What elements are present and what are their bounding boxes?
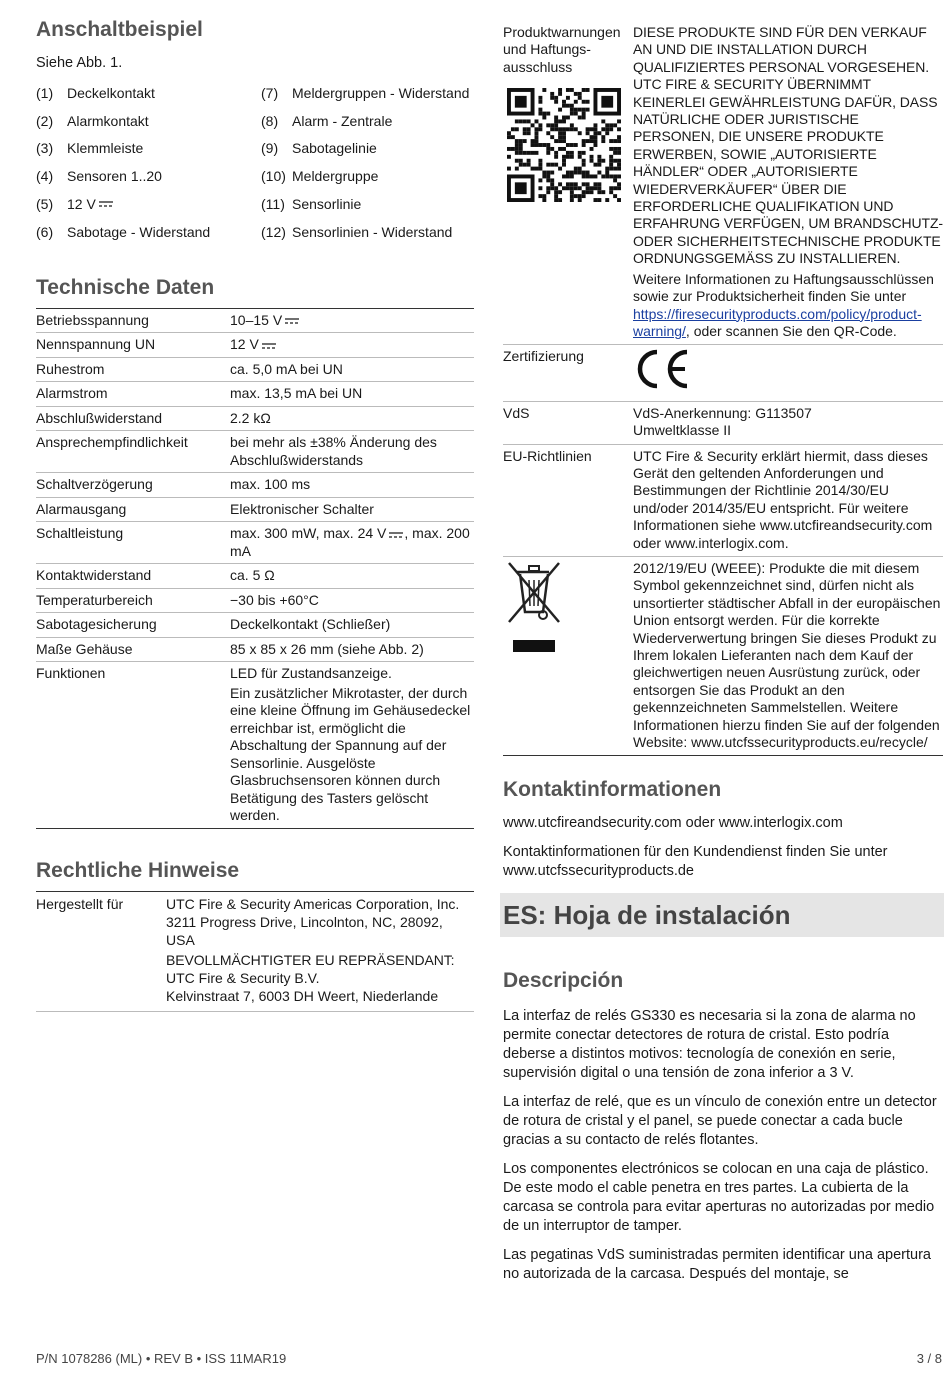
vds-label: VdS	[503, 404, 530, 421]
dc-symbol-icon	[98, 200, 114, 208]
cert-label: Zertifizierung	[503, 348, 584, 365]
es-paragraph: La interfaz de relés GS330 es necesaria si la zona de alarma no permite conectar detectores de rotura de cristal. Esto podría deberse a distintos motivos: tecnología de conexión en serie, supervisión digital o una tensión de zona inferior a 3 V.	[503, 1008, 916, 1082]
tech-row	[36, 333, 474, 358]
connection-item	[261, 218, 474, 246]
tech-row	[36, 431, 474, 473]
eu-text: UTC Fire & Security erklärt hiermit, dass dieses Gerät den geltenden Anforderungen und Bestimmungen der Richtlinie 2014/30/EU und/oder 2014/35/EU entspricht. Für weitere Informationen siehe www.utcfireandsecurity.com oder www.interlogix.com.	[633, 447, 933, 551]
es-paragraph: La interfaz de relé, que es un vínculo de conexión entre un detector de rotura de cristal y el panel, se puede conectar a cada bucle gracias a su contacto de relés flotantes.	[503, 1094, 937, 1149]
manufacturer-line2: 3211 Progress Drive, Lincolnton, NC, 28092, USA	[166, 913, 443, 948]
es-paragraph: Los componentes electrónicos se colocan en una caja de plástico. De este modo el cable penetra en tres partes. La cubierta de la carcasa se controla para evitar aperturas no autorizadas por medio de un interruptor de tamper.	[503, 1161, 935, 1235]
tech-value	[230, 592, 474, 610]
tech-value	[230, 665, 474, 825]
vds-line1: VdS-Anerkennung: G113507	[633, 404, 812, 421]
tech-value-line: 85 x 85 x 26 mm (siehe Abb. 2)	[230, 640, 424, 657]
ce-mark-icon	[633, 348, 693, 390]
connection-item	[261, 162, 474, 190]
tech-row	[36, 358, 474, 383]
warnings-label: Produktwarnungen und Haftungs-ausschluss	[503, 24, 621, 75]
tech-row	[36, 473, 474, 498]
weee-symbol-cell	[503, 560, 633, 751]
tech-row	[36, 498, 474, 523]
tech-heading: Technische Daten	[36, 275, 215, 299]
tech-value	[230, 385, 474, 403]
es-paragraphs	[503, 1007, 943, 1284]
tech-value-line: ca. 5,0 mA bei UN	[230, 360, 343, 377]
tech-row	[36, 613, 474, 638]
tech-row	[36, 564, 474, 589]
contact-heading: Kontaktinformationen	[503, 778, 722, 802]
tech-value-line: max. 300 mW, max. 24 V , max. 200 mA	[230, 525, 470, 559]
tech-value-line: bei mehr als ±38% Änderung des Abschlußwiderstands	[230, 434, 437, 468]
eu-row	[503, 445, 943, 557]
es-banner-title: ES: Hoja de instalación	[503, 899, 791, 930]
legal-value	[166, 895, 474, 1005]
warnings-row	[503, 18, 943, 345]
dc-symbol-icon	[284, 317, 300, 325]
tech-row	[36, 662, 474, 829]
connection-number: (6)	[36, 223, 54, 240]
tech-value	[230, 476, 474, 494]
tech-value-line: LED für Zustandsanzeige.	[230, 665, 392, 682]
info-table	[503, 18, 943, 756]
connection-item	[261, 135, 474, 163]
tech-key: Ruhestrom	[36, 360, 105, 377]
tech-value-line: max. 13,5 mA bei UN	[230, 385, 363, 402]
footer-part-number: P/N 1078286 (ML) • REV B • ISS 11MAR19	[36, 1351, 287, 1366]
tech-key: Ansprechempfindlichkeit	[36, 434, 188, 451]
tech-row	[36, 407, 474, 432]
left-column	[36, 18, 474, 1012]
connection-item	[36, 190, 261, 218]
vds-row	[503, 402, 943, 445]
tech-value	[230, 501, 474, 519]
tech-row	[36, 382, 474, 407]
tech-row	[36, 589, 474, 614]
connection-item	[36, 218, 261, 246]
tech-key: Schaltleistung	[36, 525, 124, 542]
legal-table	[36, 891, 474, 1012]
connection-list	[36, 79, 474, 246]
contact-line2: Kontaktinformationen für den Kundendienst finden Sie unter www.utcfssecurityproducts.de	[503, 844, 888, 880]
weee-bin-icon	[505, 560, 565, 652]
tech-value	[230, 567, 474, 585]
legal-label: Hergestellt für	[36, 895, 124, 912]
tech-value-line: 2.2 kΩ	[230, 409, 271, 426]
connection-number: (1)	[36, 84, 54, 101]
tech-value	[230, 616, 474, 634]
rep-label: BEVOLLMÄCHTIGTER EU REPRÄSENDANT:	[166, 951, 455, 968]
connection-number: (3)	[36, 140, 54, 157]
connection-number: (4)	[36, 168, 54, 185]
connection-number: (8)	[261, 112, 279, 129]
dc-symbol-icon	[261, 342, 277, 350]
tech-value-line: 10–15 V	[230, 312, 474, 330]
legal-heading: Rechtliche Hinweise	[36, 858, 240, 882]
tech-value-line: 12 V	[230, 336, 474, 354]
eu-label: EU-Richtlinien	[503, 447, 592, 464]
rep-line1: UTC Fire & Security B.V.	[166, 969, 320, 986]
connection-label: Sensoren 1..20	[67, 168, 162, 185]
connection-number: (9)	[261, 140, 279, 157]
tech-value	[230, 410, 474, 428]
tech-key: Alarmstrom	[36, 385, 108, 402]
tech-table	[36, 308, 474, 829]
tech-row	[36, 638, 474, 663]
anschalt-ref: Siehe Abb. 1.	[36, 55, 123, 71]
connection-number: (10)	[261, 168, 286, 185]
tech-value-line: ca. 5 Ω	[230, 567, 275, 584]
es-banner	[500, 893, 944, 937]
connection-item	[36, 107, 261, 135]
cert-value	[633, 348, 943, 394]
tech-key: Maße Gehäuse	[36, 640, 133, 657]
product-warning-link[interactable]: https://firesecurityproducts.com/policy/product-warning/	[633, 305, 922, 339]
connection-number: (7)	[261, 84, 279, 101]
tech-value	[230, 312, 474, 330]
connection-label: 12 V	[67, 196, 96, 213]
connection-label: Sensorlinien - Widerstand	[292, 223, 453, 240]
tech-value-line: −30 bis +60°C	[230, 591, 319, 608]
connection-item	[261, 79, 474, 107]
connection-label: Sabotagelinie	[292, 140, 377, 157]
tech-value-line: Elektronischer Schalter	[230, 500, 374, 517]
dc-symbol-icon	[388, 531, 404, 539]
tech-row	[36, 522, 474, 564]
vds-line2: Umweltklasse II	[633, 422, 732, 439]
tech-value-line: Deckelkontakt (Schließer)	[230, 616, 391, 633]
qr-code-icon	[507, 88, 621, 202]
connection-number: (5)	[36, 196, 54, 213]
connection-number: (2)	[36, 112, 54, 129]
tech-key: Nennspannung UN	[36, 336, 156, 353]
connection-label: Alarmkontakt	[67, 112, 149, 129]
tech-value	[230, 336, 474, 354]
manufacturer-line1: UTC Fire & Security Americas Corporation, Inc.	[166, 895, 460, 912]
cert-row	[503, 345, 943, 401]
weee-text: 2012/19/EU (WEEE): Produkte die mit diesem Symbol gekennzeichnet sind, dürfen nicht als unsortierter städtischer Abfall in der europäischen Union entsorgt werden. Für die korrekte Wiederverwertung bringen Sie dieses Produkt zu Ihrem lokalen Lieferanten nach dem Kauf der gleichwertigen neuen Ausrüstung zurück, oder entsorgen Sie das Produkt an den gekennzeichneten Sammelstellen. Weitere Informationen hierzu finden Sie auf der folgenden Website: www.utcfssecurityproducts.eu/recycle/	[633, 559, 941, 751]
rep-line2: Kelvinstraat 7, 6003 DH Weert, Niederlande	[166, 987, 439, 1004]
connection-item	[261, 190, 474, 218]
warnings-label-cell	[503, 24, 633, 340]
es-heading: Descripción	[503, 969, 624, 993]
footer-page-number: 3 / 8	[916, 1351, 942, 1366]
tech-key: Schaltverzögerung	[36, 476, 153, 493]
warnings-more-suffix: , oder scannen Sie den QR-Code.	[685, 322, 897, 339]
connection-item	[36, 79, 261, 107]
tech-value-line: Ein zusätzlicher Mikrotaster, der durch eine kleine Öffnung im Gehäusedeckel erreichbar ist, ermöglicht die Abschaltung der Spannung auf der Sensorlinie. Ausgelöste Glasbruchsensoren können durch Betätigung des Tasters gelöscht werden.	[230, 684, 471, 824]
connection-label: Klemmleiste	[67, 140, 144, 157]
warnings-more-prefix: Weitere Informationen zu Haftungsausschlüssen sowie zur Produktsicherheit finden Sie unter	[633, 270, 934, 305]
anschalt-heading: Anschaltbeispiel	[36, 18, 203, 41]
weee-row	[503, 557, 943, 756]
connection-label: Meldergruppe	[292, 168, 379, 185]
tech-key: Funktionen	[36, 665, 106, 682]
connection-number: (12)	[261, 223, 286, 240]
tech-key: Temperaturbereich	[36, 591, 153, 608]
tech-key: Alarmausgang	[36, 500, 127, 517]
vds-value	[633, 405, 943, 440]
tech-row	[36, 309, 474, 334]
connection-label: Sensorlinie	[292, 196, 362, 213]
tech-key: Kontaktwiderstand	[36, 567, 152, 584]
connection-item	[36, 162, 261, 190]
tech-value-line: max. 100 ms	[230, 476, 311, 493]
tech-value	[230, 434, 474, 469]
connection-label: Alarm - Zentrale	[292, 112, 393, 129]
es-paragraph: Las pegatinas VdS suministradas permiten identificar una apertura no autorizada de la carcasa. Después del montaje, se	[503, 1247, 931, 1283]
right-column	[503, 18, 943, 1294]
contact-line1: www.utcfireandsecurity.com oder www.interlogix.com	[503, 815, 843, 832]
tech-value	[230, 361, 474, 379]
warnings-value	[633, 24, 943, 340]
connection-label: Meldergruppen - Widerstand	[292, 84, 470, 101]
connection-item	[36, 135, 261, 163]
tech-value	[230, 641, 474, 659]
warnings-caps-text: DIESE PRODUKTE SIND FÜR DEN VERKAUF AN UND DIE INSTALLATION DURCH QUALIFIZIERTES PERSONAL VORGESEHEN. UTC FIRE & SECURITY ÜBERNIMMT KEINERLEI GEWÄHRLEISTUNG DAFÜR, DASS NATÜRLICHE ODER JURISTISCHE PERSONEN, DIE UNSERE PRODUKTE ERWERBEN, SOWIE „AUTORISIERTE HÄNDLER“ ODER „AUTORISIERTE WIEDERVERKÄUFER“ ÜBER DIE ERFORDERLICHE QUALIFIKATION UND ERFAHRUNG VERFÜGEN, UM BRANDSCHUTZ- ODER SICHERHEITSTECHNISCHE PRODUKTE ORDNUNGSGEMÄSS ZU INSTALLIEREN.	[633, 24, 943, 267]
tech-key: Sabotagesicherung	[36, 616, 157, 633]
tech-key: Abschlußwiderstand	[36, 409, 163, 426]
tech-value	[230, 525, 474, 560]
connection-label: Deckelkontakt	[67, 84, 155, 101]
connection-item	[261, 107, 474, 135]
warnings-more	[633, 271, 943, 341]
connection-number: (11)	[261, 196, 285, 213]
connection-label: Sabotage - Widerstand	[67, 223, 211, 240]
tech-key: Betriebsspannung	[36, 311, 149, 328]
